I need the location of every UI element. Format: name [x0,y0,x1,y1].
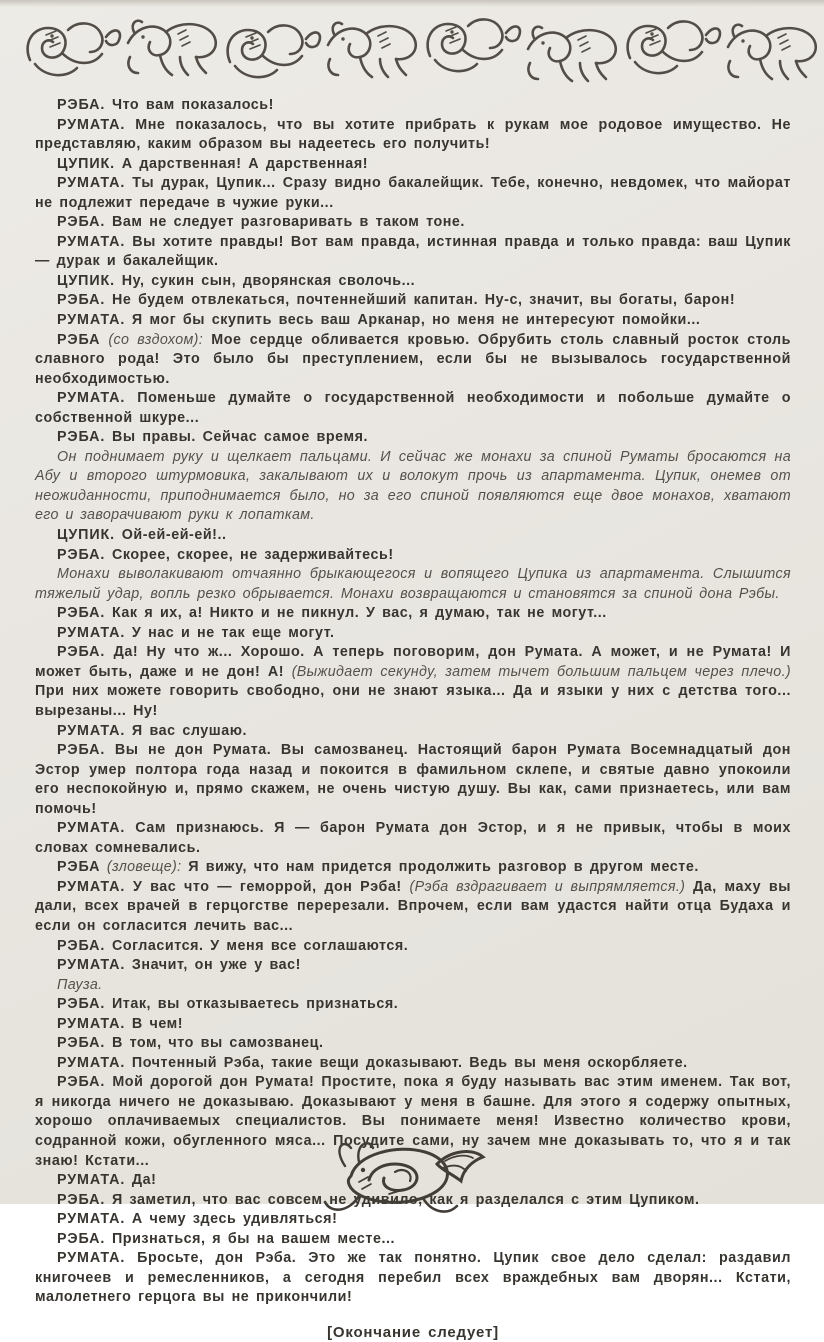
speaker-name: РУМАТА. [57,624,126,641]
speaker-name: РУМАТА. [57,1250,126,1267]
dialogue-text: Мое сердце обливается кровью. Обрубить столь славный росток столь славного рода! Это было бы преступлением, если бы не вызывалось государственной необходимостью. [35,331,791,387]
dialogue-text: Бросьте, дон Рэба. Это же так понятно. Цупик свое дело сделал: раздавил книгочеев и ремесленников, а сегодня перебил всех враждебных вам дворян... Кстати, малолетнего герцога вы не прикончили! [35,1250,791,1306]
dialogue-line [35,213,791,233]
dialogue-line [35,1054,791,1074]
speaker-name: РЭБА. [57,214,106,231]
speaker-name: РЭБА. [57,546,106,563]
dialogue-text: Да! Ну что ж... Хорошо. А теперь поговорим, дон Румата. А может, и не Румата! И может быть, даже и не дон! А! [35,644,791,680]
dialogue-line [35,878,791,937]
dialogue-text: В чем! [125,1015,184,1032]
dialogue-line [35,272,791,292]
dialogue-text: Не будем отвлекаться, почтеннейший капитан. Ну-с, значит, вы богаты, барон! [105,292,736,309]
speaker-name: РУМАТА. [57,820,126,837]
speaker-name: РУМАТА. [57,1211,126,1228]
dialogue-text: Почтенный Рэба, такие вещи доказывают. Ведь вы меня оскорбляете. [125,1054,688,1071]
dialogue-line [35,174,791,213]
dialogue-text: Ну, сукин сын, дворянская сволочь... [115,272,416,289]
speaker-name: РЭБА. [57,1035,106,1052]
dialogue-line [35,526,791,546]
dialogue-line [35,624,791,644]
speaker-name: РУМАТА. [57,233,126,250]
dialogue-text: Сам признаюсь. Я — барон Румата дон Эстор, и я не привык, чтобы в моих словах сомневались. [35,820,791,856]
woodcut-frieze-ornament [22,10,824,90]
stage-direction [35,565,791,604]
speaker-name: РЭБА. [57,1191,106,1208]
dialogue-text: Я вижу, что нам придется продолжить разговор в другом месте. [181,859,699,876]
inline-stage-direction: Он поднимает руку и щелкает пальцами. И сейчас же монахи за спиной Руматы бросаются на Абу и второго штурмовика, закалывают их и волокут прочь из апартамента. Цупик, онемев от неожиданности, приподнимается было, но за его спиной появляются еще двое монахов, хватают его и заворачивают руки к лопаткам. [35,448,791,524]
speaker-name: РУМАТА. [57,116,126,133]
inline-stage-direction: (зловеще): [100,859,182,876]
dialogue-text: При них можете говорить свободно, они не знают языка... Да и языки у них с детства того... вырезаны... Ну! [35,683,791,719]
dialogue-line [35,995,791,1015]
speaker-name: РЭБА. [57,644,106,661]
inline-stage-direction: Пауза. [57,976,103,993]
dialogue-text: Скорее, скорее, не задерживайтесь! [105,546,394,563]
dialogue-line [35,858,791,878]
speaker-name: РУМАТА. [57,878,126,895]
dialogue-line [35,1034,791,1054]
dialogue-text: Ой-ей-ей-ей!.. [115,527,227,544]
speaker-name: РЭБА. [57,1230,106,1247]
dialogue-line [35,116,791,155]
dialogue-text: Мой дорогой дон Румата! Простите, пока я буду называть вас этим именем. Так вот, я никогда ничего не доказываю. Доказывают у меня в башне. Для этого я содержу опытных, хорошо оплачиваемых специалистов. Вы понимаете меня! Известно количество крови, содранной кожи, обугленного мяса... Посудите сами, ну зачем мне доказывать то, что я и так знаю! Кстати... [35,1074,791,1169]
speaker-name: ЦУПИК. [57,155,115,172]
inline-stage-direction: (со вздохом): [100,331,204,348]
dialogue-text: Поменьше думайте о государственной необходимости и побольше думайте о собственной шкуре... [35,390,791,426]
dialogue-line [35,428,791,448]
dialogue-line [35,1249,791,1308]
dialogue-text: Как я их, а! Никто и не пикнул. У вас, я думаю, так не могут... [105,605,607,622]
speaker-name: ЦУПИК. [57,272,115,289]
speaker-name: РЭБА [57,859,101,876]
speaker-name: РУМАТА. [57,1015,126,1032]
dialogue-line [35,233,791,272]
inline-stage-direction: (Рэба вздрагивает и выпрямляется.) [409,878,686,895]
speaker-name: РУМАТА. [57,722,126,739]
dialogue-line [35,331,791,390]
dialogue-text: Признаться, я бы на вашем месте... [105,1230,396,1247]
dialogue-line [35,1015,791,1035]
dialogue-line [35,604,791,624]
dialogue-text: Вы правы. Сейчас самое время. [105,429,369,446]
scan-edge-shadow [0,0,824,7]
stage-direction [35,448,791,526]
paragraph-host [35,96,791,1308]
dialogue-line [35,389,791,428]
dialogue-line [35,741,791,819]
dialogue-text: В том, что вы самозванец. [105,1035,324,1052]
dialogue-text: У вас что — геморрой, дон Рэба! [125,878,410,895]
dialogue-text: Мне показалось, что вы хотите прибрать к рукам мое родовое имущество. Не представляю, каким образом вы надеетесь его получить! [35,116,791,153]
dialogue-text: У нас и не так еще могут. [125,624,335,641]
dialogue-text: Вы хотите правды! Вот вам правда, истинная правда и только правда: ваш Цупик — дурак и бакалейщик. [35,233,791,270]
speaker-name: РУМАТА. [57,957,126,974]
dialogue-text: Согласится. У меня все соглашаются. [105,937,409,954]
dialogue-text: А дарственная! А дарственная! [115,155,369,172]
dialogue-text: Значит, он уже у вас! [125,957,301,974]
dialogue-text: Я мог бы скупить весь ваш Арканар, но меня не интересуют помойки... [125,312,701,329]
dialogue-text: Вы не дон Румата. Вы самозванец. Настоящий барон Румата Восемнадцатый дон Эстор умер полтора года назад и покоится в фамильном склепе, и святые давно упокоили его неспокойную и, прямо скажем, не очень чистую душу. Вы как, сами признаетесь, или вам помочь! [35,742,791,817]
dialogue-line [35,311,791,331]
dialogue-text: А чему здесь удивляться! [125,1211,338,1228]
speaker-name: РЭБА. [57,937,106,954]
speaker-name: РЭБА. [57,429,106,446]
dialogue-text: Вам не следует разговаривать в таком тоне. [105,214,465,231]
woodcut-beast-vignette [305,1136,519,1222]
dialogue-line [35,546,791,566]
dialogue-line [35,722,791,742]
inline-stage-direction: (Выжидает секунду, затем тычет большим пальцем через плечо.) [291,663,792,680]
speaker-name: РЭБА. [57,1074,106,1091]
speaker-name: РУМАТА. [57,1054,126,1071]
beast-vignette-icon [305,1136,519,1222]
frieze-icon [22,10,824,90]
dialogue-line [35,1230,791,1250]
speaker-name: РЭБА [57,331,101,348]
dialogue-line [35,96,791,116]
dialogue-text: Я вас слушаю. [125,722,248,739]
dialogue-text: Итак, вы отказываетесь признаться. [105,996,399,1013]
dialogue-line [35,956,791,976]
dialogue-line [35,643,791,721]
speaker-name: РУМАТА. [57,175,126,192]
dialogue-line [35,291,791,311]
speaker-name: РЭБА. [57,97,106,113]
inline-stage-direction: Монахи выволакивают отчаянно брыкающегося и вопящего Цупика из апартамента. Слышится тяжелый удар, вопль резко обрывается. Монахи возвращаются и становятся за спиной дона Рэбы. [35,566,791,602]
dialogue-text: Да! [125,1172,157,1189]
dialogue-text: Я заметил, что вас совсем не удивило, как я разделался с этим Цупиком. [105,1191,700,1208]
speaker-name: РЭБА. [57,742,106,759]
speaker-name: РУМАТА. [57,312,126,329]
dialogue-line [35,155,791,175]
dialogue-text: Да, маху вы дали, всех врачей в герцогстве перерезали. Впрочем, если вам удастся найти отца Будаха и если он согласится лечить вас... [35,878,791,934]
speaker-name: ЦУПИК. [57,527,115,544]
dialogue-text: Ты дурак, Цупик... Сразу видно бакалейщик. Тебе, конечно, невдомек, что майорат не подлежит передаче в чужие руки... [35,175,791,211]
dialogue-line [35,937,791,957]
stage-direction [35,976,791,996]
ending-note: [Окончание следует] [327,1323,499,1341]
speaker-name: РЭБА. [57,292,106,309]
dialogue-line [35,819,791,858]
speaker-name: РЭБА. [57,996,106,1013]
speaker-name: РЭБА. [57,605,106,622]
dialogue-text: Что вам показалось! [105,97,274,113]
speaker-name: РУМАТА. [57,390,126,407]
speaker-name: РУМАТА. [57,1172,126,1189]
